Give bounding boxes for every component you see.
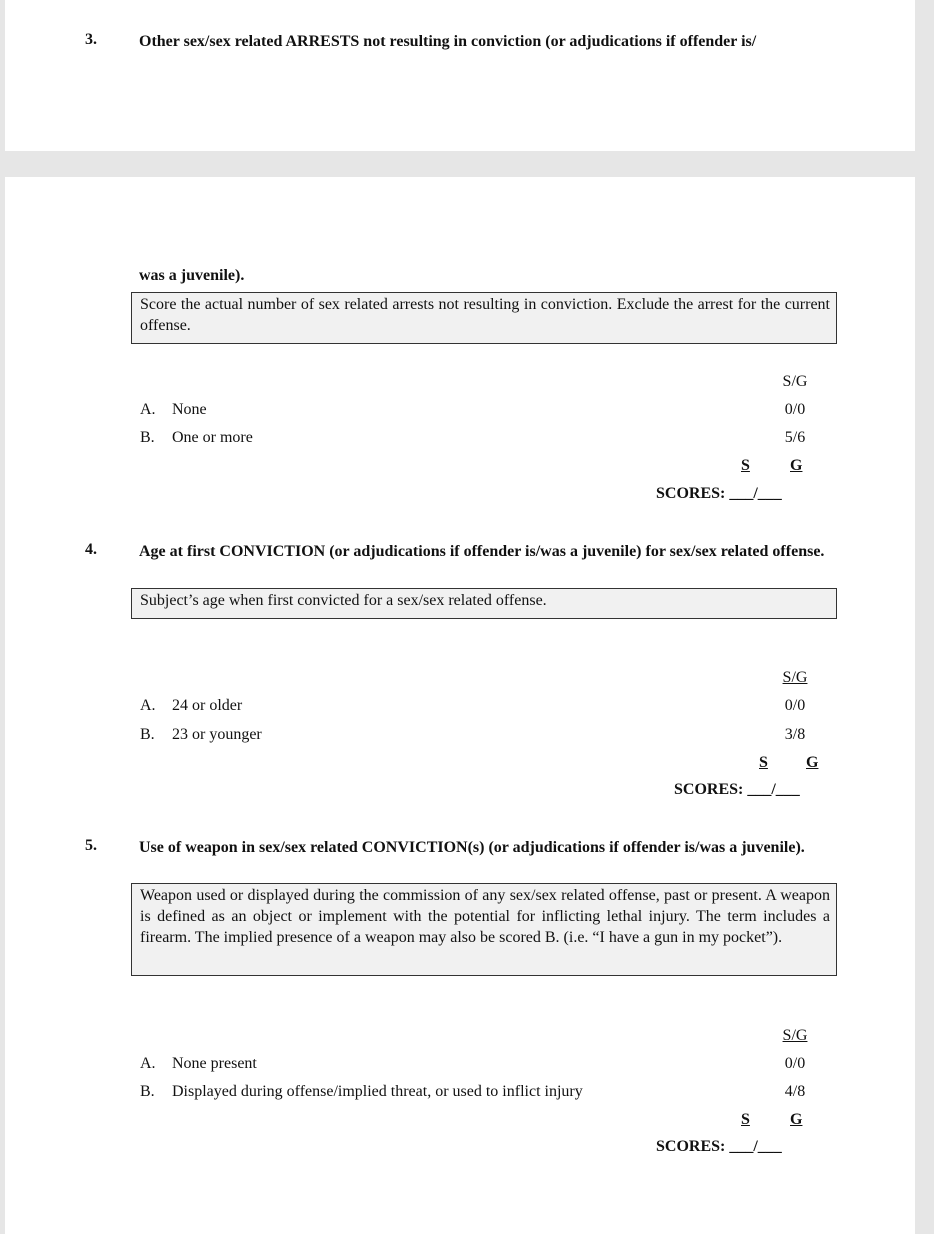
q3-title-part1: Other sex/sex related ARRESTS not resulting in conviction (or adjudications if offender is/ <box>139 33 757 50</box>
q3-option-a-value: 0/0 <box>784 401 806 418</box>
q4-option-b-value: 3/8 <box>784 726 806 743</box>
q3-s-label: S <box>741 457 750 474</box>
q3-option-b <box>140 429 253 447</box>
q5-option-a-label: None present <box>172 1055 257 1072</box>
q4-option-b <box>140 726 262 744</box>
q4-note-box: Subject’s age when first convicted for a sex/sex related offense. <box>131 588 837 619</box>
page-1 <box>5 0 915 151</box>
q5-option-b <box>140 1083 583 1101</box>
q5-scores: SCORES: ___/___ <box>656 1138 782 1155</box>
q4-s-label: S <box>759 754 768 771</box>
q5-option-a-value: 0/0 <box>784 1055 806 1072</box>
q4-option-b-letter: B. <box>140 726 155 743</box>
q5-s-label: S <box>741 1111 750 1128</box>
q3-option-b-letter: B. <box>140 429 155 446</box>
q3-title-part2: was a juvenile). <box>139 267 245 284</box>
q3-option-b-value: 5/6 <box>784 429 806 446</box>
q4-option-a-value: 0/0 <box>784 697 806 714</box>
q5-g-label: G <box>790 1111 803 1128</box>
q4-option-a-letter: A. <box>140 697 156 714</box>
q3-option-a-label: None <box>172 401 207 418</box>
q3-column-header: S/G <box>782 373 808 390</box>
q4-option-b-label: 23 or younger <box>172 726 262 743</box>
q3-option-a <box>140 401 207 419</box>
q5-note-box: Weapon used or displayed during the commission of any sex/sex related offense, past or present. A weapon is defined as an object or implement with the potential for inflicting lethal injury. The term includes a firearm. The implied presence of a weapon may also be scored B. (i.e. “I have a gun in my pocket”). <box>131 883 837 976</box>
q4-number: 4. <box>85 541 97 558</box>
q4-option-a <box>140 697 242 715</box>
q5-number: 5. <box>85 837 97 854</box>
q5-option-a <box>140 1055 257 1073</box>
q5-option-a-letter: A. <box>140 1055 156 1072</box>
q3-option-a-letter: A. <box>140 401 156 418</box>
q5-column-header: S/G <box>782 1027 808 1044</box>
page-2 <box>5 177 915 1234</box>
q4-column-header: S/G <box>782 669 808 686</box>
q3-number: 3. <box>85 31 97 48</box>
q5-title: Use of weapon in sex/sex related CONVICTION(s) (or adjudications if offender is/was a juvenile). <box>139 839 805 856</box>
q5-option-b-label: Displayed during offense/implied threat, or used to inflict injury <box>172 1083 583 1100</box>
q4-scores: SCORES: ___/___ <box>674 781 800 798</box>
q4-option-a-label: 24 or older <box>172 697 243 714</box>
q5-option-b-letter: B. <box>140 1083 155 1100</box>
q3-option-b-label: One or more <box>172 429 253 446</box>
q3-note-box: Score the actual number of sex related arrests not resulting in conviction. Exclude the arrest for the current offense. <box>131 292 837 344</box>
q3-scores: SCORES: ___/___ <box>656 485 782 502</box>
q5-option-b-value: 4/8 <box>784 1083 806 1100</box>
q4-g-label: G <box>806 754 819 771</box>
q3-g-label: G <box>790 457 803 474</box>
q4-title: Age at first CONVICTION (or adjudications if offender is/was a juvenile) for sex/sex related offense. <box>139 543 825 560</box>
